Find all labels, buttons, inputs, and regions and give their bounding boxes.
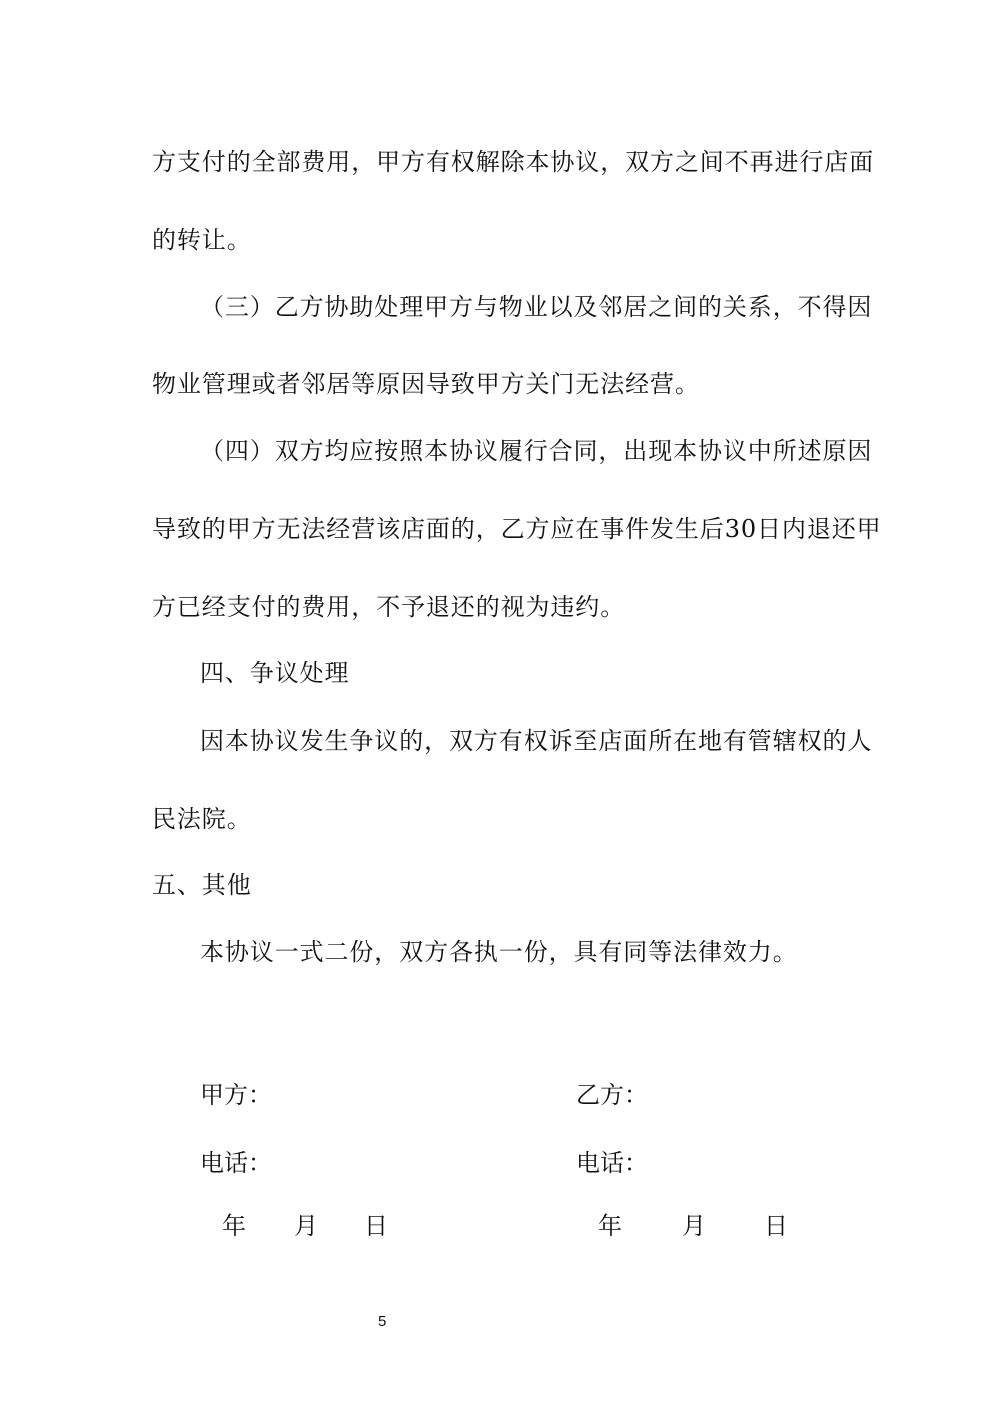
party-b-label: 乙方： xyxy=(576,1081,648,1109)
section-heading: 四、争议处理 xyxy=(200,659,350,687)
party-b-phone-label: 电话： xyxy=(576,1149,648,1177)
party-b-month: 月 xyxy=(682,1212,706,1240)
paragraph-line: 因本协议发生争议的，双方有权诉至店面所在地有管辖权的人 xyxy=(200,727,873,755)
party-a-phone-label: 电话： xyxy=(200,1149,272,1177)
paragraph-line: 方已经支付的费用，不予退还的视为违约。 xyxy=(152,593,626,621)
paragraph-line: 本协议一式二份，双方各执一份，具有同等法律效力。 xyxy=(200,938,798,966)
paragraph-line: （四）双方均应按照本协议履行合同，出现本协议中所述原因 xyxy=(200,437,873,465)
paragraph-line: （三）乙方协助处理甲方与物业以及邻居之间的关系，不得因 xyxy=(200,293,873,321)
paragraph-line: 方支付的全部费用，甲方有权解除本协议，双方之间不再进行店面 xyxy=(152,148,875,176)
paragraph-line: 的转让。 xyxy=(152,226,252,254)
party-a-day: 日 xyxy=(364,1212,388,1240)
paragraph-line: 导致的甲方无法经营该店面的，乙方应在事件发生后30日内退还甲 xyxy=(152,515,882,543)
paragraph-line: 物业管理或者邻居等原因导致甲方关门无法经营。 xyxy=(152,370,700,398)
party-a-label: 甲方： xyxy=(200,1081,272,1109)
party-a-year: 年 xyxy=(222,1212,246,1240)
section-heading: 五、其他 xyxy=(152,871,252,899)
paragraph-line: 民法院。 xyxy=(152,805,252,833)
party-b-day: 日 xyxy=(764,1212,788,1240)
party-a-month: 月 xyxy=(294,1212,318,1240)
party-b-year: 年 xyxy=(598,1212,622,1240)
page-number: 5 xyxy=(378,1313,387,1330)
